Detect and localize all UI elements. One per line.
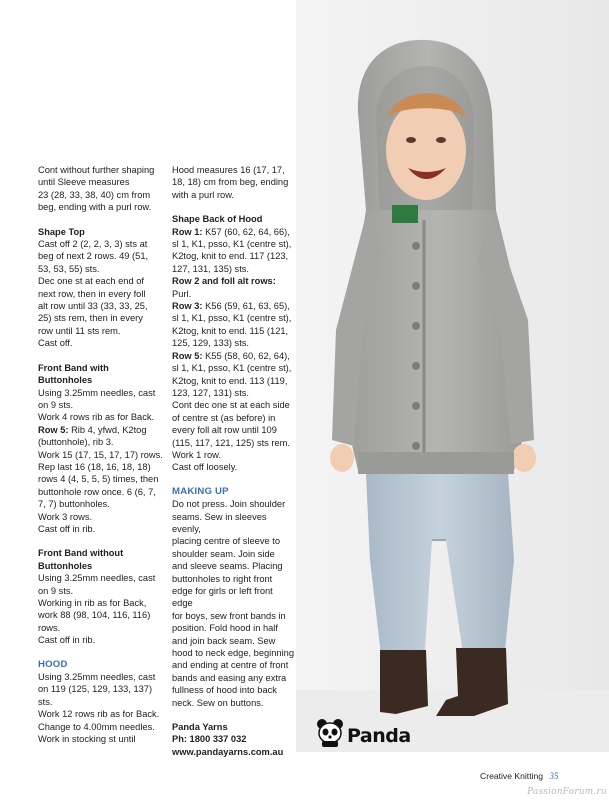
section-heading-line: Front Band without <box>38 548 124 559</box>
text-line: on 119 (125, 129, 133, 137) sts. <box>38 684 153 707</box>
text-line: Rep last 16 (18, 16, 18, 18) <box>38 461 151 472</box>
text-line: Work 4 rows rib as for Back. <box>38 412 155 423</box>
text-line: Cont without further shaping <box>38 165 155 175</box>
text-line: bands and easing any extra <box>172 672 287 683</box>
text-line: on 9 sts. <box>38 399 74 410</box>
text-line: next row, then in every foll <box>38 288 146 299</box>
text-line: 7, 7) buttonholes. <box>38 499 110 510</box>
text-line: buttonhole row once. 6 (6, 7, <box>38 486 156 497</box>
text-line: 123, 127, 131) sts. <box>172 387 250 398</box>
text-line: seams. Sew in sleeves evenly, <box>172 511 267 534</box>
text-line: sl 1, K1, psso, K1 (centre st), <box>172 239 292 250</box>
text-line: shoulder seam. Join side <box>172 548 275 559</box>
supplier-name: Panda Yarns <box>172 722 228 733</box>
text-line: fullness of hood into back <box>172 685 277 696</box>
left-hand <box>330 444 354 472</box>
text-line: beg, ending with a purl row. <box>38 202 152 213</box>
ribbed-hem <box>358 452 514 474</box>
text-line: until Sleeve measures <box>38 177 130 188</box>
text-line: Cont dec one st at each side <box>172 400 290 411</box>
row2-text <box>172 288 294 300</box>
text-line: sl 1, K1, psso, K1 (centre st), <box>172 313 292 324</box>
text-line: Dec one st at each end of <box>38 276 144 287</box>
text-line: position. Fold hood in half <box>172 623 278 634</box>
text-line: Change to 4.00mm needles. <box>38 721 155 732</box>
face <box>386 100 466 200</box>
text-line: Using 3.25mm needles, cast <box>38 573 156 584</box>
text-line: and join back seam. Sew <box>172 635 276 646</box>
hood-text <box>38 671 164 745</box>
front-band-buttonholes-text-a <box>38 387 164 424</box>
row5-line: Row 5: K55 (58, 60, 62, 64), <box>172 350 290 361</box>
supplier-website[interactable]: www.pandayarns.com.au <box>172 746 284 757</box>
left-boot <box>380 650 428 714</box>
text-line: 23 (28, 33, 38, 40) cm from <box>38 189 151 200</box>
text-line: rows. <box>38 622 61 633</box>
hood-heading: HOOD <box>38 658 68 670</box>
section-heading-line: Buttonholes <box>38 560 93 571</box>
shape-top-heading: Shape Top <box>38 226 85 237</box>
section-heading-line: Front Band with <box>38 362 109 373</box>
text-line: and ending at centre of front <box>172 660 289 671</box>
front-band-row5: Row 5: Rib 4, yfwd, K2tog <box>38 424 147 435</box>
text-line: Hood measures 16 (17, 17, <box>172 165 285 175</box>
text-line: Cast off in rib. <box>38 523 96 534</box>
text-line: Work 15 (17, 15, 17, 17) rows. <box>38 449 163 460</box>
panda-icon <box>316 718 344 748</box>
text-line: neck. Sew on buttons. <box>172 697 264 708</box>
section-heading-line: Buttonholes <box>38 375 93 386</box>
text-line: Using 3.25mm needles, cast <box>38 672 156 683</box>
text-line: 127, 131, 135) sts. <box>172 263 250 274</box>
text-line: K2tog, knit to end. 117 (123, <box>172 251 289 262</box>
front-band-plain-text <box>38 572 164 646</box>
text-line: Using 3.25mm needles, cast <box>38 387 156 398</box>
text-line: every foll alt row until 109 <box>172 425 277 436</box>
sleeve-intro-text <box>38 164 164 214</box>
model-photo <box>296 0 609 752</box>
text-line: (buttonhole), rib 3. <box>38 437 114 448</box>
text-line: 125, 129, 133) sts. <box>172 338 250 349</box>
text-line: Working in rib as for Back, <box>38 598 147 608</box>
page-footer <box>480 771 558 781</box>
tshirt <box>392 205 418 223</box>
text-line: work 88 (98, 104, 116, 116) <box>38 610 151 621</box>
text-line: hood to neck edge, beginning <box>172 648 294 659</box>
watermark: PassionForum.ru <box>527 787 607 797</box>
row3-line: Row 3: K56 (59, 61, 63, 65), <box>172 301 290 312</box>
front-band-plain-heading <box>38 547 164 572</box>
panda-logo <box>316 713 416 753</box>
text-line: 18, 18) cm from beg, ending <box>172 177 289 188</box>
text-line: K2tog, knit to end. 113 (119, <box>172 375 288 386</box>
text-line: for boys, sew front bands in <box>172 610 286 621</box>
right-hand <box>512 444 536 472</box>
row2-line: Row 2 and foll alt rows: <box>172 276 276 287</box>
text-line: Work 1 row. <box>172 449 221 460</box>
supplier-phone: Ph: 1800 337 032 <box>172 734 247 745</box>
text-line: on 9 sts. <box>38 585 74 596</box>
text-line: Do not press. Join shoulder <box>172 499 286 510</box>
text-line: and sleeve seams. Placing <box>172 561 283 572</box>
text-line: 53, 53, 55) sts. <box>38 263 100 274</box>
text-line: beg of next 2 rows. 49 (51, <box>38 251 149 262</box>
text-line: rows 4 (4, 5, 5, 5) times, then <box>38 474 159 485</box>
text-line: Work 3 rows. <box>38 511 93 522</box>
shape-back-hood-heading: Shape Back of Hood <box>172 214 263 225</box>
front-band-buttonholes-heading <box>38 362 164 387</box>
text-line: Cast off in rib. <box>38 635 96 646</box>
row1-text <box>172 238 294 275</box>
text-line: of centre st (as before) in <box>172 412 276 423</box>
text-line: Work 12 rows rib as for Back. <box>38 709 160 720</box>
pattern-column-1 <box>38 164 164 745</box>
text-line: placing centre of sleeve to <box>172 536 281 547</box>
row1-line: Row 1: K57 (60, 62, 64, 66), <box>172 226 290 237</box>
text-line: Cast off. <box>38 338 73 349</box>
text-line: K2tog, knit to end. 115 (121, <box>172 325 289 336</box>
front-band-buttonholes-text-b <box>38 436 164 535</box>
row5-text <box>172 362 294 474</box>
text-line: alt row until 33 (33, 33, 25, <box>38 301 148 312</box>
row3-text <box>172 312 294 349</box>
making-up-text <box>172 498 294 709</box>
text-line: sl 1, K1, psso, K1 (centre st), <box>172 363 292 374</box>
shape-top-text <box>38 238 164 350</box>
page-number: 35 <box>549 771 559 781</box>
text-line: with a purl row. <box>172 189 235 200</box>
text-line: buttonholes to right front <box>172 573 273 584</box>
text-line: Cast off 2 (2, 2, 3, 3) sts at <box>38 239 148 250</box>
pattern-column-2 <box>172 164 294 758</box>
text-line: edge for girls or left front edge <box>172 586 273 609</box>
text-line: Cast off loosely. <box>172 462 238 473</box>
text-line: (115, 117, 121, 125) sts rem. <box>172 437 290 448</box>
text-line: 25) sts rem, then in every <box>38 313 143 324</box>
text-line: Work in stocking st until <box>38 734 136 745</box>
text-line: Purl. <box>172 288 192 299</box>
hood-intro-text <box>172 164 294 201</box>
making-up-heading: MAKING UP <box>172 485 229 497</box>
panda-wordmark: Panda <box>347 725 411 747</box>
text-line: row until 11 sts rem. <box>38 325 121 336</box>
magazine-name: Creative Knitting <box>480 771 544 781</box>
